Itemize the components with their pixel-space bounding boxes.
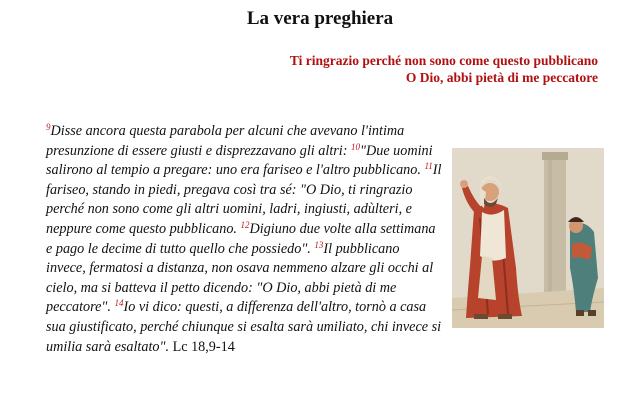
verse-text: "Due uomini salirono al tempio a pregare: uno era fariseo e l'altro pubblicano. bbox=[46, 142, 433, 179]
verse-text: Il fariseo, stando in piedi, pregava così tra sé: "O Dio, ti ringrazio perché non sono come gli altri uomini, ladri, ingiusti, adùlteri, e neppure come questo pubblicano. bbox=[46, 162, 442, 237]
verse-number: 14 bbox=[114, 298, 124, 309]
highlight-quote bbox=[290, 52, 598, 86]
verse-text: Digiuno due volte alla settimana e pago le decime di tutto quello che possiedo". bbox=[46, 220, 436, 257]
quote-line-2: O Dio, abbi pietà di me peccatore bbox=[405, 70, 598, 85]
verse-number: 11 bbox=[424, 161, 433, 172]
page-title: La vera preghiera bbox=[246, 8, 394, 29]
quote-line-1: Ti ringrazio perché non sono come questo pubblicano bbox=[289, 53, 598, 68]
verse-number: 10 bbox=[351, 141, 361, 152]
verse-number: 13 bbox=[314, 239, 324, 250]
verse-text: Disse ancora questa parabola per alcuni che avevano l'intima presunzione di essere giusti e disprezzavano gli altri: bbox=[46, 123, 405, 159]
pharisee-publican-illustration bbox=[452, 148, 604, 328]
verse-text: Io vi dico: questi, a differenza dell'altro, tornò a casa sua giustificato, perché chiunque si esalta sarà umiliato, chi invece si umilia sarà esaltato". bbox=[46, 299, 442, 355]
bible-reference: Lc 18,9-14 bbox=[172, 338, 235, 355]
scripture-passage bbox=[46, 122, 602, 357]
verse-text: Il pubblicano invece, fermatosi a distanza, non osava nemmeno alzare gli occhi al cielo, ma si batteva il petto dicendo: "O Dio, abbi pietà di me peccatore". bbox=[46, 240, 434, 316]
verse-number: 9 bbox=[46, 122, 51, 132]
verse-number: 12 bbox=[240, 219, 250, 230]
